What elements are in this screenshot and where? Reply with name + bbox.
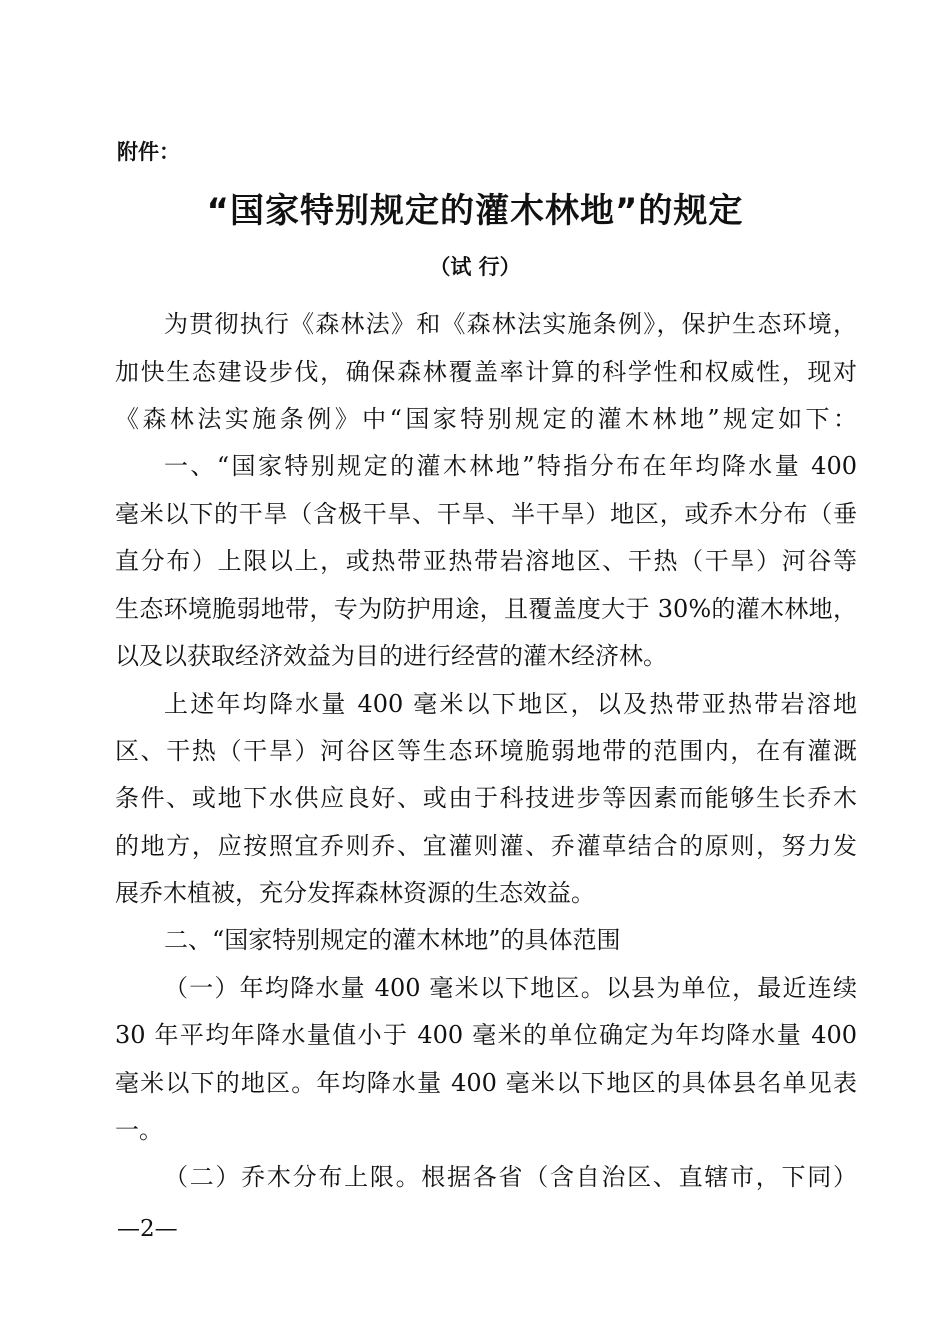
body-line: 为贯彻执行《森林法》和《森林法实施条例》，保护生态环境， (164, 310, 857, 338)
body-line: 直分布）上限以上，或热带亚热带岩溶地区、干热（干旱）河谷等 (115, 547, 857, 575)
body-line: 生态环境脆弱地带，专为防护用途，且覆盖度大于 30%的灌木林地， (115, 595, 857, 623)
body-line: 条件、或地下水供应良好、或由于科技进步等因素而能够生长乔木 (115, 784, 857, 812)
section-heading: 二、“国家特别规定的灌木林地”的具体范围 (164, 926, 621, 954)
body-line: 毫米以下的干旱（含极干旱、干旱、半干旱）地区，或乔木分布（垂 (115, 500, 857, 528)
page-number: —2— (117, 1216, 178, 1242)
document-title: “国家特别规定的灌木林地”的规定 (206, 191, 744, 231)
body-line: 的地方，应按照宜乔则乔、宜灌则灌、乔灌草结合的原则，努力发 (115, 832, 857, 860)
body-line: 30 年平均年降水量值小于 400 毫米的单位确定为年均降水量 400 (115, 1021, 857, 1049)
body-line: 以及以获取经济效益为目的进行经营的灌木经济林。 (115, 642, 667, 670)
body-line: （一）年均降水量 400 毫米以下地区。以县为单位，最近连续 (164, 974, 857, 1002)
body-line: 一。 (115, 1116, 163, 1144)
body-line: 区、干热（干旱）河谷区等生态环境脆弱地带的范围内，在有灌溉 (115, 737, 857, 765)
document-subtitle: （试 行） (429, 255, 521, 279)
body-line: 一、“国家特别规定的灌木林地”特指分布在年均降水量 400 (164, 452, 857, 480)
body-line: （二）乔木分布上限。根据各省（含自治区、直辖市，下同） (164, 1163, 857, 1191)
body-line: 上述年均降水量 400 毫米以下地区，以及热带亚热带岩溶地 (164, 690, 857, 718)
body-line: 加快生态建设步伐，确保森林覆盖率计算的科学性和权威性，现对 (115, 358, 857, 386)
attachment-label: 附件： (117, 140, 180, 164)
body-line: 展乔木植被，充分发挥森林资源的生态效益。 (115, 879, 595, 907)
body-line: 毫米以下的地区。年均降水量 400 毫米以下地区的具体县名单见表 (115, 1069, 857, 1097)
body-line: 《森林法实施条例》中“国家特别规定的灌木林地”规定如下： (115, 405, 857, 433)
